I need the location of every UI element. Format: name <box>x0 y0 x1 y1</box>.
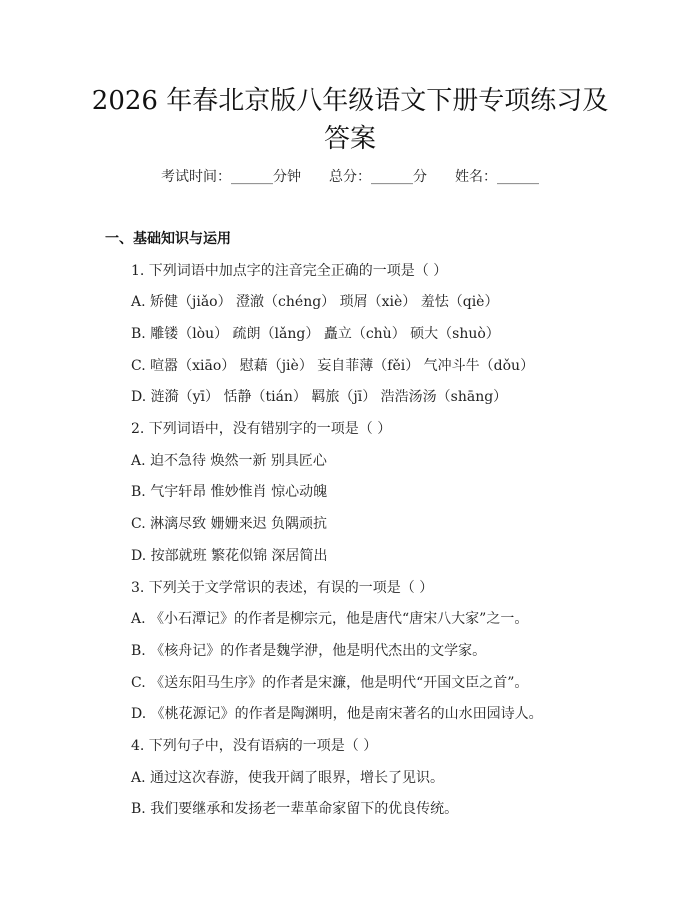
question-2-option-c: C. 淋漓尽致 姗姗来迟 负隅顽抗 <box>131 516 328 532</box>
question-3-option-c: C. 《送东阳马生序》的作者是宋濂，他是明代“开国文臣之首”。 <box>131 675 529 691</box>
question-3: 3. 下列关于文学常识的表述，有误的一项是（ ） <box>131 580 434 596</box>
question-4: 4. 下列句子中，没有语病的一项是（ ） <box>131 738 378 754</box>
question-2: 2. 下列词语中，没有错别字的一项是（ ） <box>131 421 392 437</box>
question-1-option-a: A. 矫健（jiǎo） 澄澈（chéng） 琐屑（xiè） 羞怯（qiè） <box>131 294 499 310</box>
question-2-option-d: D. 按部就班 繁花似锦 深居简出 <box>131 548 328 564</box>
question-1-option-d: D. 涟漪（yī） 恬静（tián） 羁旅（jī） 浩浩汤汤（shāng） <box>131 389 508 405</box>
exam-info: 考试时间：______分钟 总分：______分 姓名：______ <box>161 169 539 185</box>
question-3-option-b: B. 《核舟记》的作者是魏学洢，他是明代杰出的文学家。 <box>131 643 487 659</box>
question-3-option-d: D. 《桃花源记》的作者是陶渊明，他是南宋著名的山水田园诗人。 <box>131 706 543 722</box>
question-2-option-b: B. 气宇轩昂 惟妙惟肖 惊心动魄 <box>131 484 328 500</box>
document-title-line-1: 2026 年春北京版八年级语文下册专项练习及 <box>91 86 609 116</box>
question-1-option-c: C. 喧嚣（xiāo） 慰藉（jiè） 妄自菲薄（fěi） 气冲斗牛（dǒu） <box>131 358 535 374</box>
question-4-option-a: A. 通过这次春游，使我开阔了眼界，增长了见识。 <box>131 770 445 786</box>
section-heading-basic-knowledge: 一、基础知识与运用 <box>105 231 231 247</box>
question-3-option-a: A. 《小石潭记》的作者是柳宗元，他是唐代“唐宋八大家”之一。 <box>131 611 529 627</box>
question-4-option-b: B. 我们要继承和发扬老一辈革命家留下的优良传统。 <box>131 801 459 817</box>
question-1: 1. 下列词语中加点字的注音完全正确的一项是（ ） <box>131 263 448 279</box>
document-title-line-2: 答案 <box>323 124 376 154</box>
question-2-option-a: A. 迫不急待 焕然一新 别具匠心 <box>131 453 327 469</box>
question-1-option-b: B. 雕镂（lòu） 疏朗（lǎng） 矗立（chù） 硕大（shuò） <box>131 326 500 342</box>
